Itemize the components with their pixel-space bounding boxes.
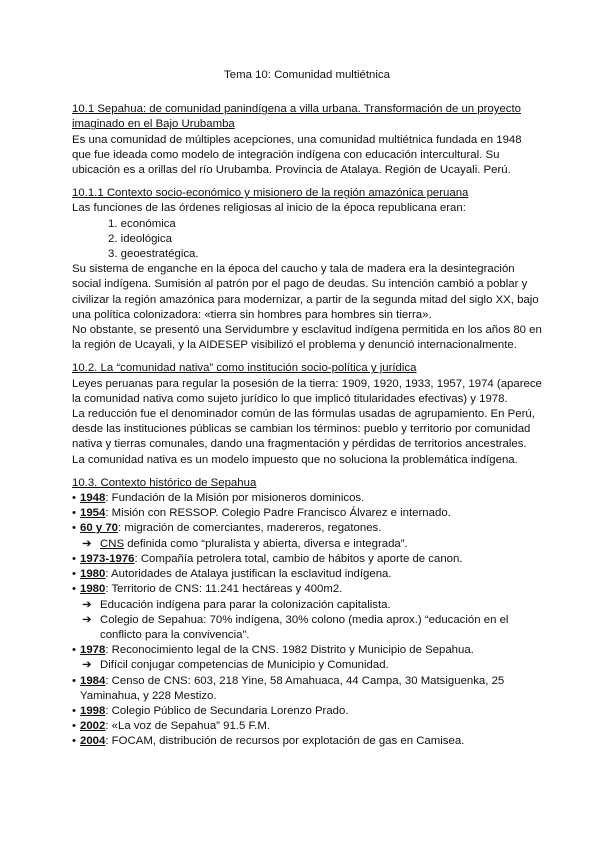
timeline-item: [72, 552, 542, 567]
list-item: 1. económica: [108, 217, 176, 230]
timeline-text: : Fundación de la Misión por misioneros dominicos.: [105, 492, 365, 505]
bullet-icon: •: [72, 674, 76, 687]
section-heading: 10.1 Sepahua: de comunidad panindígena a villa urbana. Transformación de un proyecto imaginado en el Bajo Urubamba: [72, 103, 521, 131]
bullet-icon: •: [72, 735, 76, 748]
sub-text: Colegio de Sepahua: 70% indígena, 30% colono (media aprox.) “educación en el conflicto para la convivencia”.: [100, 613, 509, 641]
timeline-item: [72, 704, 542, 719]
timeline-text: : «La voz de Sepahua” 91.5 F.M.: [105, 720, 270, 733]
paragraph: Las funciones de las órdenes religiosas al inicio de la época republicana eran:: [72, 202, 466, 215]
paragraph: No obstante, se presentó una Servidumbre y esclavitud indígena permitida en los años 80 en la región de Ucayali, y la AIDESEP visibilizó el problema y denunció internacionalmente.: [72, 324, 542, 352]
sub-text: Educación indígena para parar la colonización capitalista.: [100, 598, 391, 611]
timeline-item: [72, 719, 542, 734]
sub-list: [80, 598, 542, 644]
bullet-icon: •: [72, 552, 76, 565]
bullet-icon: •: [72, 568, 76, 581]
timeline-text: : Misión con RESSOP. Colegio Padre Francisco Álvarez e internado.: [105, 507, 451, 520]
timeline-item: [72, 582, 542, 643]
timeline-year: 2002: [80, 720, 106, 733]
section-10-3: [72, 476, 542, 750]
bullet-icon: •: [72, 522, 76, 535]
timeline-year: 1948: [80, 492, 106, 505]
timeline-item: [72, 567, 542, 582]
timeline-text: : Reconocimiento legal de la CNS. 1982 Distrito y Municipio de Sepahua.: [105, 644, 474, 657]
section-10-1-1: [72, 186, 542, 353]
paragraph: Es una comunidad de múltiples acepciones, una comunidad multiétnica fundada en 1948 que fue ideada como modelo de integración indígena con educación intercultural. Su ubicación es a orillas del río Urubamba. Provincia de Atalaya. Región de Ucayali. Perú.: [72, 133, 522, 177]
bullet-icon: •: [72, 507, 76, 520]
section-heading: 10.2. La “comunidad nativa” como institución socio-política y jurídica: [72, 362, 417, 375]
timeline-year: 2004: [80, 735, 106, 748]
bullet-icon: •: [72, 704, 76, 717]
bullet-icon: •: [72, 720, 76, 733]
timeline-item: [72, 674, 542, 704]
paragraph: La reducción fue el denominador común de las fórmulas usadas de agrupamiento. En Perú, desde las instituciones públicas se cambian los términos: pueblo y territorio por comunidad nativa y tierras comunales, dando una fragmentación y pérdidas de territorios ancestrales. La comunidad nativa es un modelo impuesto que no soluciona la problemática indígena.: [72, 408, 535, 466]
timeline-item: [72, 506, 542, 521]
arrow-icon: ➔: [82, 537, 92, 550]
bullet-icon: •: [72, 644, 76, 657]
arrow-icon: ➔: [82, 613, 92, 626]
paragraph: Su sistema de enganche en la época del caucho y tala de madera era la desintegración social indígena. Sumisión al patrón por el pago de deudas. Su intención cambió a poblar y civilizar la región amazónica para modernizar, a partir de la segunda mitad del siglo XX, bajo una política colonizadora: «tierra sin hombres para hombres sin tierra».: [72, 263, 539, 321]
section-10-2: [72, 361, 542, 467]
timeline-text: : FOCAM, distribución de recursos por explotación de gas en Camisea.: [105, 735, 465, 748]
timeline-item: [72, 643, 542, 673]
list-item: 3. geoestratégica.: [108, 248, 199, 261]
timeline-text: : Autoridades de Atalaya justifican la esclavitud indígena.: [105, 568, 392, 581]
paragraph: Leyes peruanas para regular la posesión de la tierra: 1909, 1920, 1933, 1957, 1974 (aparece la comunidad nativa como sujeto jurídico lo que implicó titularidades efectivas) y 1978.: [72, 377, 542, 405]
arrow-icon: ➔: [82, 598, 92, 611]
timeline-item: [72, 521, 542, 551]
document-page: [72, 68, 542, 758]
timeline-year: 1998: [80, 704, 106, 717]
sub-text: Difícil conjugar competencias de Municipio y Comunidad.: [100, 659, 389, 672]
section-heading: 10.1.1 Contexto socio-económico y misionero de la región amazónica peruana: [72, 187, 469, 200]
sub-item: [72, 598, 542, 613]
timeline-text: : Colegio Público de Secundaria Lorenzo Prado.: [105, 704, 349, 717]
sub-item: [72, 537, 542, 552]
timeline-year: 1954: [80, 507, 106, 520]
sub-item: [72, 613, 542, 643]
timeline-year: 1984: [80, 674, 106, 687]
timeline-item: [72, 734, 542, 749]
bullet-icon: •: [72, 492, 76, 505]
timeline-item: [72, 491, 542, 506]
section-10-1: [72, 102, 542, 178]
timeline-year: 60 y 70: [80, 522, 119, 535]
list-item: 2. ideológica: [108, 232, 172, 245]
sub-text: definida como “pluralista y abierta, diversa e integrada”.: [124, 537, 408, 550]
cns-abbr: CNS: [100, 537, 125, 550]
sub-list: [80, 658, 542, 673]
timeline-text: : Compañía petrolera total, cambio de hábitos y aporte de canon.: [134, 552, 463, 565]
section-heading: 10.3. Contexto histórico de Sepahua: [72, 476, 257, 489]
timeline-year: 1973-1976: [80, 552, 135, 565]
arrow-icon: ➔: [82, 659, 92, 672]
timeline-text: : Censo de CNS: 603, 218 Yine, 58 Amahuaca, 44 Campa, 30 Matsiguenka, 25 Yaminahua, y 228 Mestizo.: [80, 674, 505, 702]
timeline-text: : migración de comerciantes, madereros, regatones.: [118, 522, 382, 535]
sub-item: [72, 658, 542, 673]
timeline-text: : Territorio de CNS: 11.241 hectáreas y 400m2.: [105, 583, 343, 596]
timeline-list: [72, 491, 542, 749]
sub-list: [80, 537, 542, 552]
timeline-year: 1980: [80, 583, 106, 596]
functions-list: [72, 217, 542, 263]
page-title: Tema 10: Comunidad multiétnica: [224, 69, 390, 81]
bullet-icon: •: [72, 583, 76, 596]
timeline-year: 1978: [80, 644, 106, 657]
timeline-year: 1980: [80, 568, 106, 581]
